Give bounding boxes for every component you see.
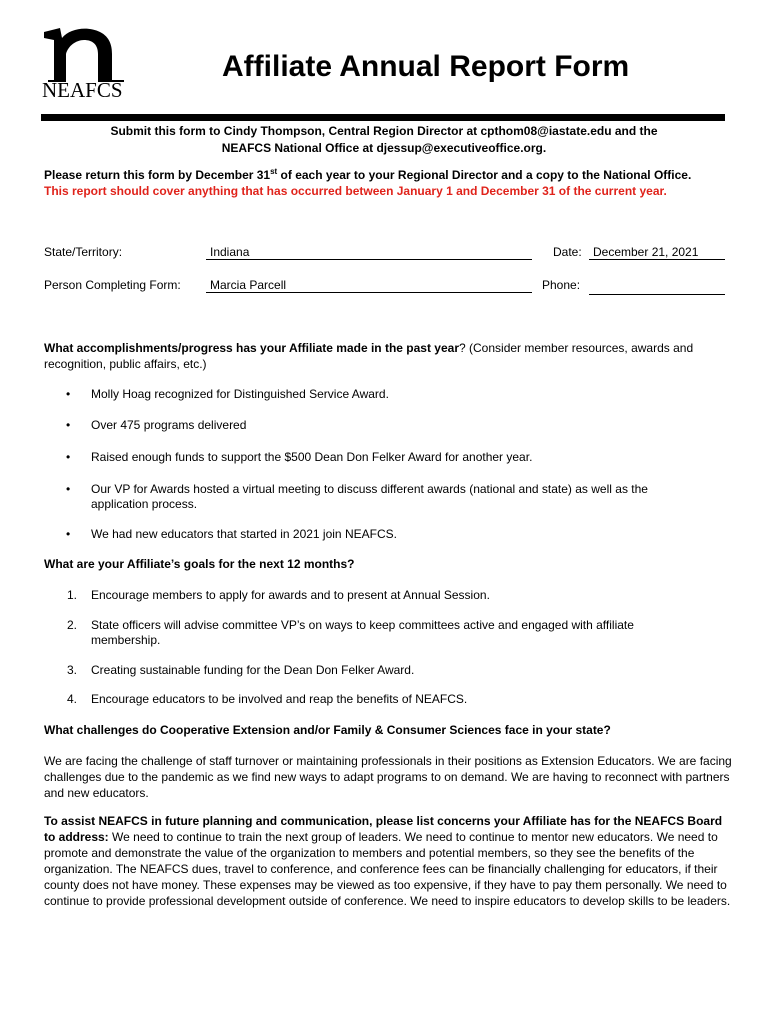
- logo-text: NEAFCS: [42, 78, 123, 102]
- neafcs-logo: [40, 24, 132, 102]
- list-number: 4.: [67, 692, 78, 706]
- accomplishments-question: [44, 340, 724, 372]
- list-number: 3.: [67, 663, 78, 677]
- challenges-question: What challenges do Cooperative Extension and/or Family & Consumer Sciences face in your state?: [44, 723, 611, 737]
- concerns-section: [44, 813, 734, 909]
- concerns-question: To assist NEAFCS in future planning and communication, please list concerns your Affiliate has for the NEAFCS Board to address:: [44, 814, 723, 844]
- goals-question: What are your Affiliate’s goals for the next 12 months?: [44, 557, 355, 571]
- logo-n-mark-icon: [40, 24, 132, 84]
- accomplishments-question-rest: ? (Consider member resources, awards and recognition, public affairs, etc.): [44, 341, 694, 371]
- accomplishments-question-bold: What accomplishments/progress has your Affiliate made in the past year: [44, 341, 460, 355]
- list-item-text: Molly Hoag recognized for Distinguished Service Award.: [91, 387, 389, 401]
- phone-label: Phone:: [542, 278, 581, 292]
- return-deadline-pre: Please return this form by December 31: [44, 168, 271, 182]
- bullet-icon: •: [66, 418, 71, 432]
- list-item-text: Creating sustainable funding for the Dean Don Felker Award.: [91, 663, 415, 677]
- bullet-icon: •: [66, 482, 71, 496]
- coverage-notice: This report should cover anything that has occurred between January 1 and December 31 of the current year.: [44, 184, 667, 198]
- list-number: 1.: [67, 588, 78, 602]
- page-title: Affiliate Annual Report Form: [222, 50, 630, 83]
- submit-line-1: Submit this form to Cindy Thompson, Central Region Director at cpthom08@iastate.edu and the: [110, 124, 658, 138]
- concerns-answer: We need to continue to train the next group of leaders. We need to continue to mentor new educators. We need to promote and demonstrate the value of the organization to members and potential members, so they see the benefits of the organization. The NEAFCS dues, travel to conference, and conference fees can be financially challenging for educators, if their county does not have money. These expenses may be viewed as too expensive, if they have to pay them personally. We need to continue to provide professional development outside of conference. We need to inspire educators to develop skills to be leaders.: [44, 830, 731, 908]
- challenges-answer: We are facing the challenge of staff turnover or maintaining professionals in their positions as Extension Educators. We are facing challenges due to the pandemic as we find new ways to adapt programs to on demand. We are having to reconnect with partners and new educators.: [44, 754, 732, 800]
- phone-field[interactable]: [589, 280, 725, 295]
- list-item-text: Our VP for Awards hosted a virtual meeting to discuss different awards (national and state) as well as the application process.: [91, 482, 648, 511]
- return-deadline-sup: st: [270, 167, 278, 176]
- submit-line-2: NEAFCS National Office at djessup@executiveoffice.org.: [221, 141, 547, 155]
- bullet-icon: •: [66, 450, 71, 464]
- list-item-text: Over 475 programs delivered: [91, 418, 247, 432]
- list-item-text: We had new educators that started in 2021 join NEAFCS.: [91, 527, 397, 541]
- date-field[interactable]: December 21, 2021: [589, 245, 725, 260]
- bullet-icon: •: [66, 527, 71, 541]
- return-deadline-post: of each year to your Regional Director and a copy to the National Office.: [277, 168, 692, 182]
- list-number: 2.: [67, 618, 78, 632]
- return-instructions: [44, 167, 691, 199]
- person-field[interactable]: Marcia Parcell: [206, 278, 532, 293]
- state-field[interactable]: Indiana: [206, 245, 532, 260]
- list-item-text: Raised enough funds to support the $500 Dean Don Felker Award for another year.: [91, 450, 533, 464]
- submit-instructions: [40, 123, 728, 157]
- title-rule: [41, 114, 725, 121]
- person-label: Person Completing Form:: [44, 278, 181, 292]
- list-item-text: State officers will advise committee VP’s on ways to keep committees active and engaged with affiliate membership.: [91, 618, 634, 647]
- bullet-icon: •: [66, 387, 71, 401]
- state-label: State/Territory:: [44, 245, 123, 259]
- list-item-text: Encourage educators to be involved and reap the benefits of NEAFCS.: [91, 692, 468, 706]
- list-item-text: Encourage members to apply for awards and to present at Annual Session.: [91, 588, 490, 602]
- date-label: Date:: [553, 245, 582, 259]
- return-deadline: [44, 167, 691, 183]
